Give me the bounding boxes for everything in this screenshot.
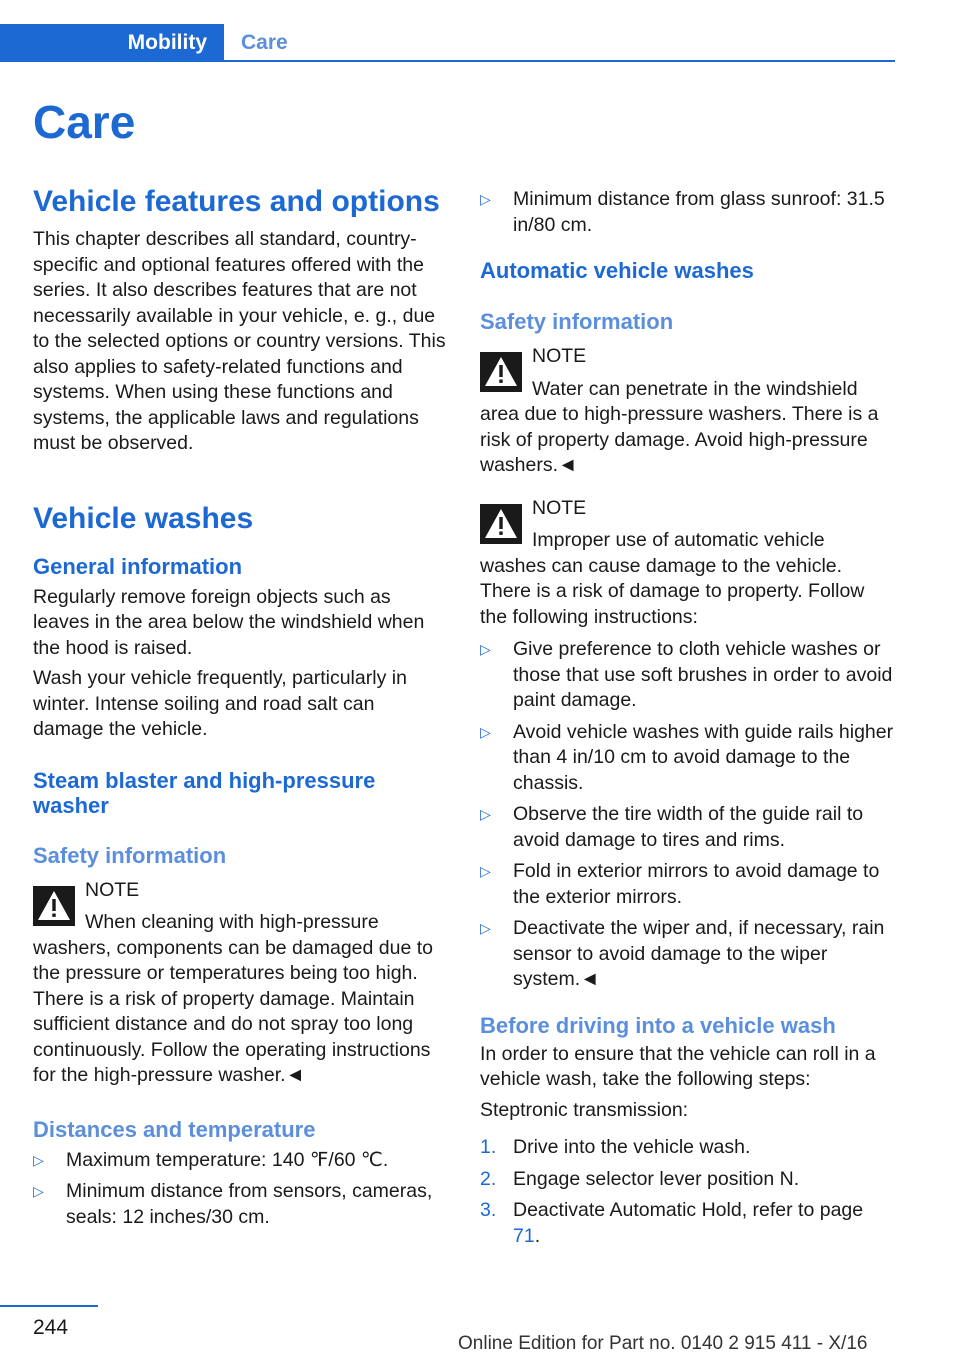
bullet-marker-icon: ▷ (480, 723, 491, 740)
paragraph-general-1: Regularly remove foreign objects such as leaves in the area below the windshield when the hood is raised. (33, 585, 425, 659)
bullet-marker-icon: ▷ (480, 191, 491, 207)
list-item-text: Minimum distance from sensors, cameras, seals: 12 inches/30 cm. (66, 1180, 433, 1228)
list-item (480, 1198, 895, 1249)
footer-rule (0, 1305, 98, 1307)
paragraph-before: In order to ensure that the vehicle can roll in a vehicle wash, take the following steps: (480, 1042, 876, 1090)
warning-icon (480, 504, 522, 544)
note-automatic-washes (480, 496, 895, 631)
edition-info: Online Edition for Part no. 0140 2 915 411 - X/16 (458, 1333, 868, 1354)
heading-before-driving: Before driving into a vehicle wash (480, 1012, 836, 1038)
step-text: Drive into the vehicle wash. (513, 1136, 751, 1158)
note-text: Water can penetrate in the windshield area due to high-pressure washers. There is a risk of property damage. Avoid high-pressure washers.◄ (480, 377, 879, 476)
heading-general-information: General information (33, 553, 243, 579)
list-item (480, 1167, 895, 1193)
paragraph-features: This chapter describes all standard, country-specific and optional features offered with the series. It also describes features that are not necessarily available in your vehicle, e. g., due to the selected options or country versions. This also applies to safety-related functions and systems. When using these functions and systems, the applicable laws and regulations must be observed. (33, 228, 446, 454)
header-tabbar (0, 24, 895, 62)
left-column (33, 184, 448, 1236)
list-item-text: Observe the tire width of the guide rail to avoid damage to tires and rims. (513, 803, 864, 851)
list-item (480, 637, 895, 714)
list-item-text: Maximum temperature: 140 ℉/60 ℃. (66, 1148, 389, 1171)
list-item (480, 802, 895, 853)
step-text: Engage selector lever position N. (513, 1167, 800, 1190)
warning-icon (480, 352, 522, 392)
list-item-text: Avoid vehicle washes with guide rails higher than 4 in/10 cm to avoid damage to the chassis. (513, 720, 894, 794)
bullet-marker-icon: ▷ (480, 806, 491, 822)
paragraph-steptronic: Steptronic transmission: (480, 1098, 689, 1121)
heading-vehicle-features: Vehicle features and options (33, 185, 440, 218)
heading-steam-blaster: Steam blaster and high-pressure washer (33, 767, 376, 818)
list-item (480, 720, 895, 797)
steps-list (480, 1135, 895, 1249)
note-high-pressure (33, 878, 448, 1089)
note-label: NOTE (85, 878, 140, 901)
note-text: When cleaning with high-pressure washers, components can be damaged due to the pressure or temperatures being too high. There is a risk of property damage. Maintain sufficient distance and do not spray too long continuously. Follow the operating instructions for the high-pressure washer.◄ (33, 911, 434, 1086)
paragraph-general-2: Wash your vehicle frequently, particularly in winter. Intense soiling and road salt can damage the vehicle. (33, 667, 407, 740)
bullet-marker-icon: ▷ (480, 920, 491, 936)
heading-automatic-washes: Automatic vehicle washes (480, 258, 754, 283)
step-number: 1. (480, 1136, 497, 1158)
list-item-text: Fold in exterior mirrors to avoid damage to the exterior mirrors. (513, 860, 880, 908)
heading-vehicle-washes: Vehicle washes (33, 501, 254, 535)
page-reference-link[interactable]: 71 (513, 1224, 535, 1247)
note-label: NOTE (532, 345, 587, 367)
tab-care[interactable]: Care (241, 31, 288, 54)
step-text: Deactivate Automatic Hold, refer to page (513, 1199, 864, 1221)
heading-safety-information-right: Safety information (480, 309, 674, 334)
tab-mobility[interactable]: Mobility (0, 24, 224, 62)
sunroof-list (480, 187, 895, 238)
list-item (480, 187, 895, 238)
page-number: 244 (33, 1316, 69, 1339)
heading-safety-information: Safety information (33, 842, 227, 868)
instructions-list (480, 637, 895, 993)
bullet-marker-icon: ▷ (480, 863, 491, 879)
note-label: NOTE (532, 496, 587, 519)
page-title: Care (33, 96, 136, 148)
list-item (480, 916, 895, 993)
step-number: 2. (480, 1167, 497, 1190)
heading-distances-temperature: Distances and temperature (33, 1116, 316, 1142)
right-column (480, 184, 895, 1255)
list-item (33, 1148, 448, 1174)
warning-icon (33, 886, 75, 926)
bullet-marker-icon: ▷ (33, 1151, 44, 1168)
list-item-text: Minimum distance from glass sunroof: 31.5 in/80 cm. (513, 188, 885, 236)
note-text: Improper use of automatic vehicle washes can cause damage to the vehicle. There is a risk of damage to property. Follow the following instructions: (480, 529, 865, 628)
list-item (33, 1179, 448, 1230)
step-text-end: . (534, 1224, 541, 1247)
bullet-marker-icon: ▷ (480, 641, 491, 657)
list-item (480, 1135, 895, 1161)
distances-list (33, 1148, 448, 1231)
list-item-text: Deactivate the wiper and, if necessary, rain sensor to avoid damage to the wiper system.◄ (513, 917, 885, 990)
step-number: 3. (480, 1199, 497, 1221)
list-item-text: Give preference to cloth vehicle washes or those that use soft brushes in order to avoid paint damage. (513, 638, 893, 711)
list-item (480, 859, 895, 910)
bullet-marker-icon: ▷ (33, 1183, 44, 1199)
note-windshield (480, 344, 895, 479)
